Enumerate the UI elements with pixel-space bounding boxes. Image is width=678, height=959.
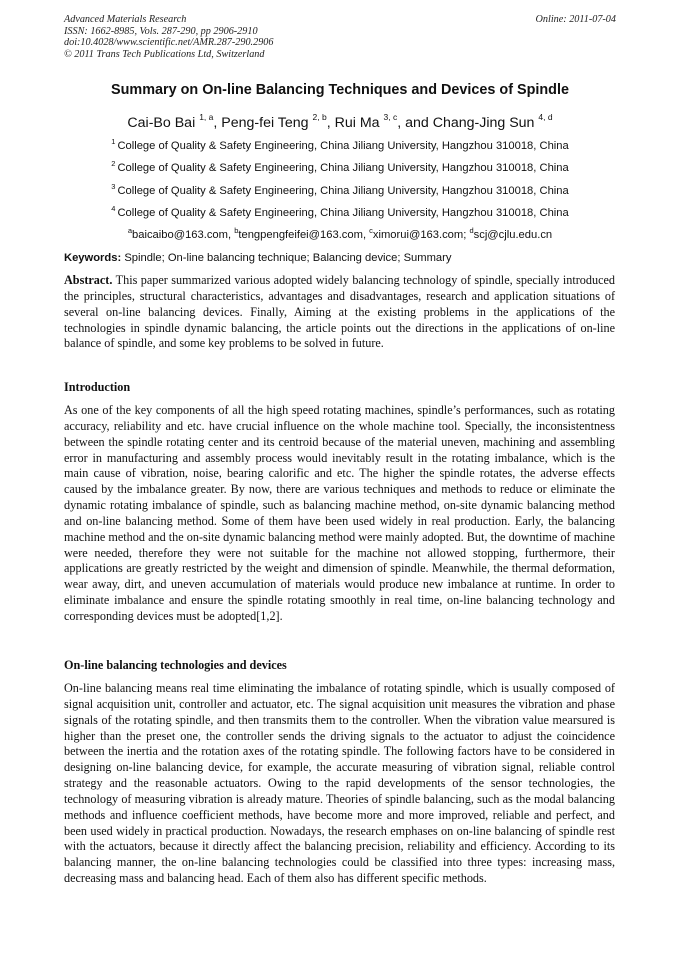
author-marker: 1, a [199, 112, 214, 122]
email-address[interactable]: baicaibo@163.com [132, 228, 228, 241]
email-marker: d [469, 225, 474, 235]
author-separator: , [326, 115, 335, 131]
email-marker: b [234, 225, 239, 235]
affiliation-text: College of Quality & Safety Engineering, China Jiliang University, Hangzhou 310018, China [117, 184, 569, 197]
abstract-paragraph [64, 273, 615, 352]
email-list [64, 225, 616, 245]
affiliation-text: College of Quality & Safety Engineering, China Jiliang University, Hangzhou 310018, China [117, 162, 569, 175]
abstract-text: This paper summarized various adopted widely balancing technology of spindle, specially introduced the principles, structural characteristics, advantages and disadvantages, research and application situations of several on-line balancing devices. Finally, Aiming at the existing problems in the applications of the technologies in spindle dynamic balancing, the article points out the directions in the applications of on-line balance of spindle, and some key problems to be solved in future. [64, 273, 616, 351]
keywords-label: Keywords: [64, 252, 122, 264]
author-name: Rui Ma [334, 115, 380, 131]
affiliation-block [64, 135, 616, 245]
journal-name: Advanced Materials Research [64, 14, 187, 25]
journal-info [64, 14, 616, 60]
affiliation [64, 135, 616, 157]
email-separator: ; [463, 228, 470, 241]
author-list [64, 113, 616, 133]
author-name: Peng-fei Teng [221, 115, 309, 131]
author-name: Chang-Jing Sun [432, 115, 535, 131]
online-date: Online: 2011-07-04 [535, 14, 616, 25]
author-marker: 2, b [312, 112, 327, 122]
author-separator: , [213, 115, 222, 131]
email-address[interactable]: tengpengfeifei@163.com [238, 228, 363, 241]
email-marker: c [369, 225, 373, 235]
affiliation-number: 2 [111, 159, 116, 169]
introduction-paragraph: As one of the key components of all the high speed rotating machines, spindle’s performances, such as rotating accuracy, reliability and etc. have crucial influence on the whole machine tool. Specially, the inconsistentness between the spindle rotating center and its centroid because of the material uneven, machining and assembling error in manufacturing and assembly process would inevitably result in the rotating imbalance, which is the main cause of vibration, noise, bearing calorific and etc. The higher the spindle rotates, the adverse effects caused by the imbalance greater. By now, there are various techniques and methods to reduce or eliminate the dynamic rotating imbalance of spindle, such as balancing machine method, on-site dynamic balancing method and on-line balancing method. Some of them have been used widely in real production. Early, the balancing machine method and the on-site dynamic balancing method were mainly adopted. But, the downtime of machine were needed, therefore they were not suitable for the machine not allowed stopping, furthermore, their applications are greatly restricted by the weight and dimension of spindle. Meanwhile, the thermal deformation, wear away, dirt, and uneven accumulation of materials would produce new imbalance at runtime. In order to eliminate imbalance and ensure the spindle rotating smoothly in real time, on-line balancing technology and corresponding devices must be adopted[1,2]. [64, 403, 615, 623]
affiliation-text: College of Quality & Safety Engineering, China Jiliang University, Hangzhou 310018, China [117, 207, 569, 220]
affiliation-number: 1 [111, 137, 116, 146]
journal-header [64, 14, 616, 60]
paper-title: Summary on On-line Balancing Techniques and Devices of Spindle [111, 82, 569, 98]
affiliation [64, 157, 616, 179]
author-marker: 4, d [538, 112, 553, 122]
affiliation [64, 180, 616, 202]
journal-doi: doi:10.4028/www.scientific.net/AMR.287-290.2906 [64, 37, 274, 49]
author-marker: 3, c [383, 112, 398, 122]
affiliation-number: 3 [111, 181, 116, 191]
author-name: Cai-Bo Bai [127, 115, 196, 131]
online-balancing-heading: On-line balancing technologies and devices [64, 658, 287, 672]
author-separator: , and [397, 115, 433, 131]
affiliation-text: College of Quality & Safety Engineering, China Jiliang University, Hangzhou 310018, China [117, 140, 569, 152]
introduction-heading: Introduction [64, 380, 131, 394]
email-marker: a [127, 225, 133, 235]
journal-copyright: © 2011 Trans Tech Publications Ltd, Switzerland [64, 48, 265, 60]
email-address[interactable]: scj@cjlu.edu.cn [473, 228, 553, 241]
affiliation-number: 4 [111, 204, 116, 214]
keywords-line [64, 251, 616, 266]
abstract-label: Abstract. [64, 273, 113, 287]
affiliation [64, 202, 616, 224]
journal-issn: ISSN: 1662-8985, Vols. 287-290, pp 2906-2910 [64, 25, 258, 37]
email-address[interactable]: ximorui@163.com [372, 228, 464, 241]
online-balancing-paragraph: On-line balancing means real time eliminating the imbalance of rotating spindle, which is usually composed of signal acquisition unit, controller and actuator, etc. The signal acquisition unit measures the vibration and phase signals of the rotating spindle, and then transmits them to the controller. When the vibration value mearsured is higher than the preset one, the controller sends the driving signals to the actuator to adjust the coincidence between the inertia and the rotation axes of the rotating spindle. The following factors have to be considered in designing on-line balancing device, for example, the accurate measuring of vibration signal, reliable control strategy and the reasonable actuators. Owing to the rapid developments of the sensor technologies, the technology of measuring vibration is already mature. Theories of spindle balancing, such as the modal balancing methods and influence coefficient methods, have become more and more improved, reliable and perfect, and been used widely in practical production. Nowadays, the research emphases on on-line balancing of spindle rest with the actuators, because it directly affect the balancing precision, reliability and efficiency. According to its balancing manner, the on-line balancing technologies could be classified into three types: increasing mass, decreasing mass and balancing head. Each of them also has different specific methods. [64, 681, 615, 886]
email-separator: , [227, 228, 235, 241]
keywords-text: Spindle; On-line balancing technique; Balancing device; Summary [124, 252, 452, 264]
email-separator: , [362, 228, 370, 241]
